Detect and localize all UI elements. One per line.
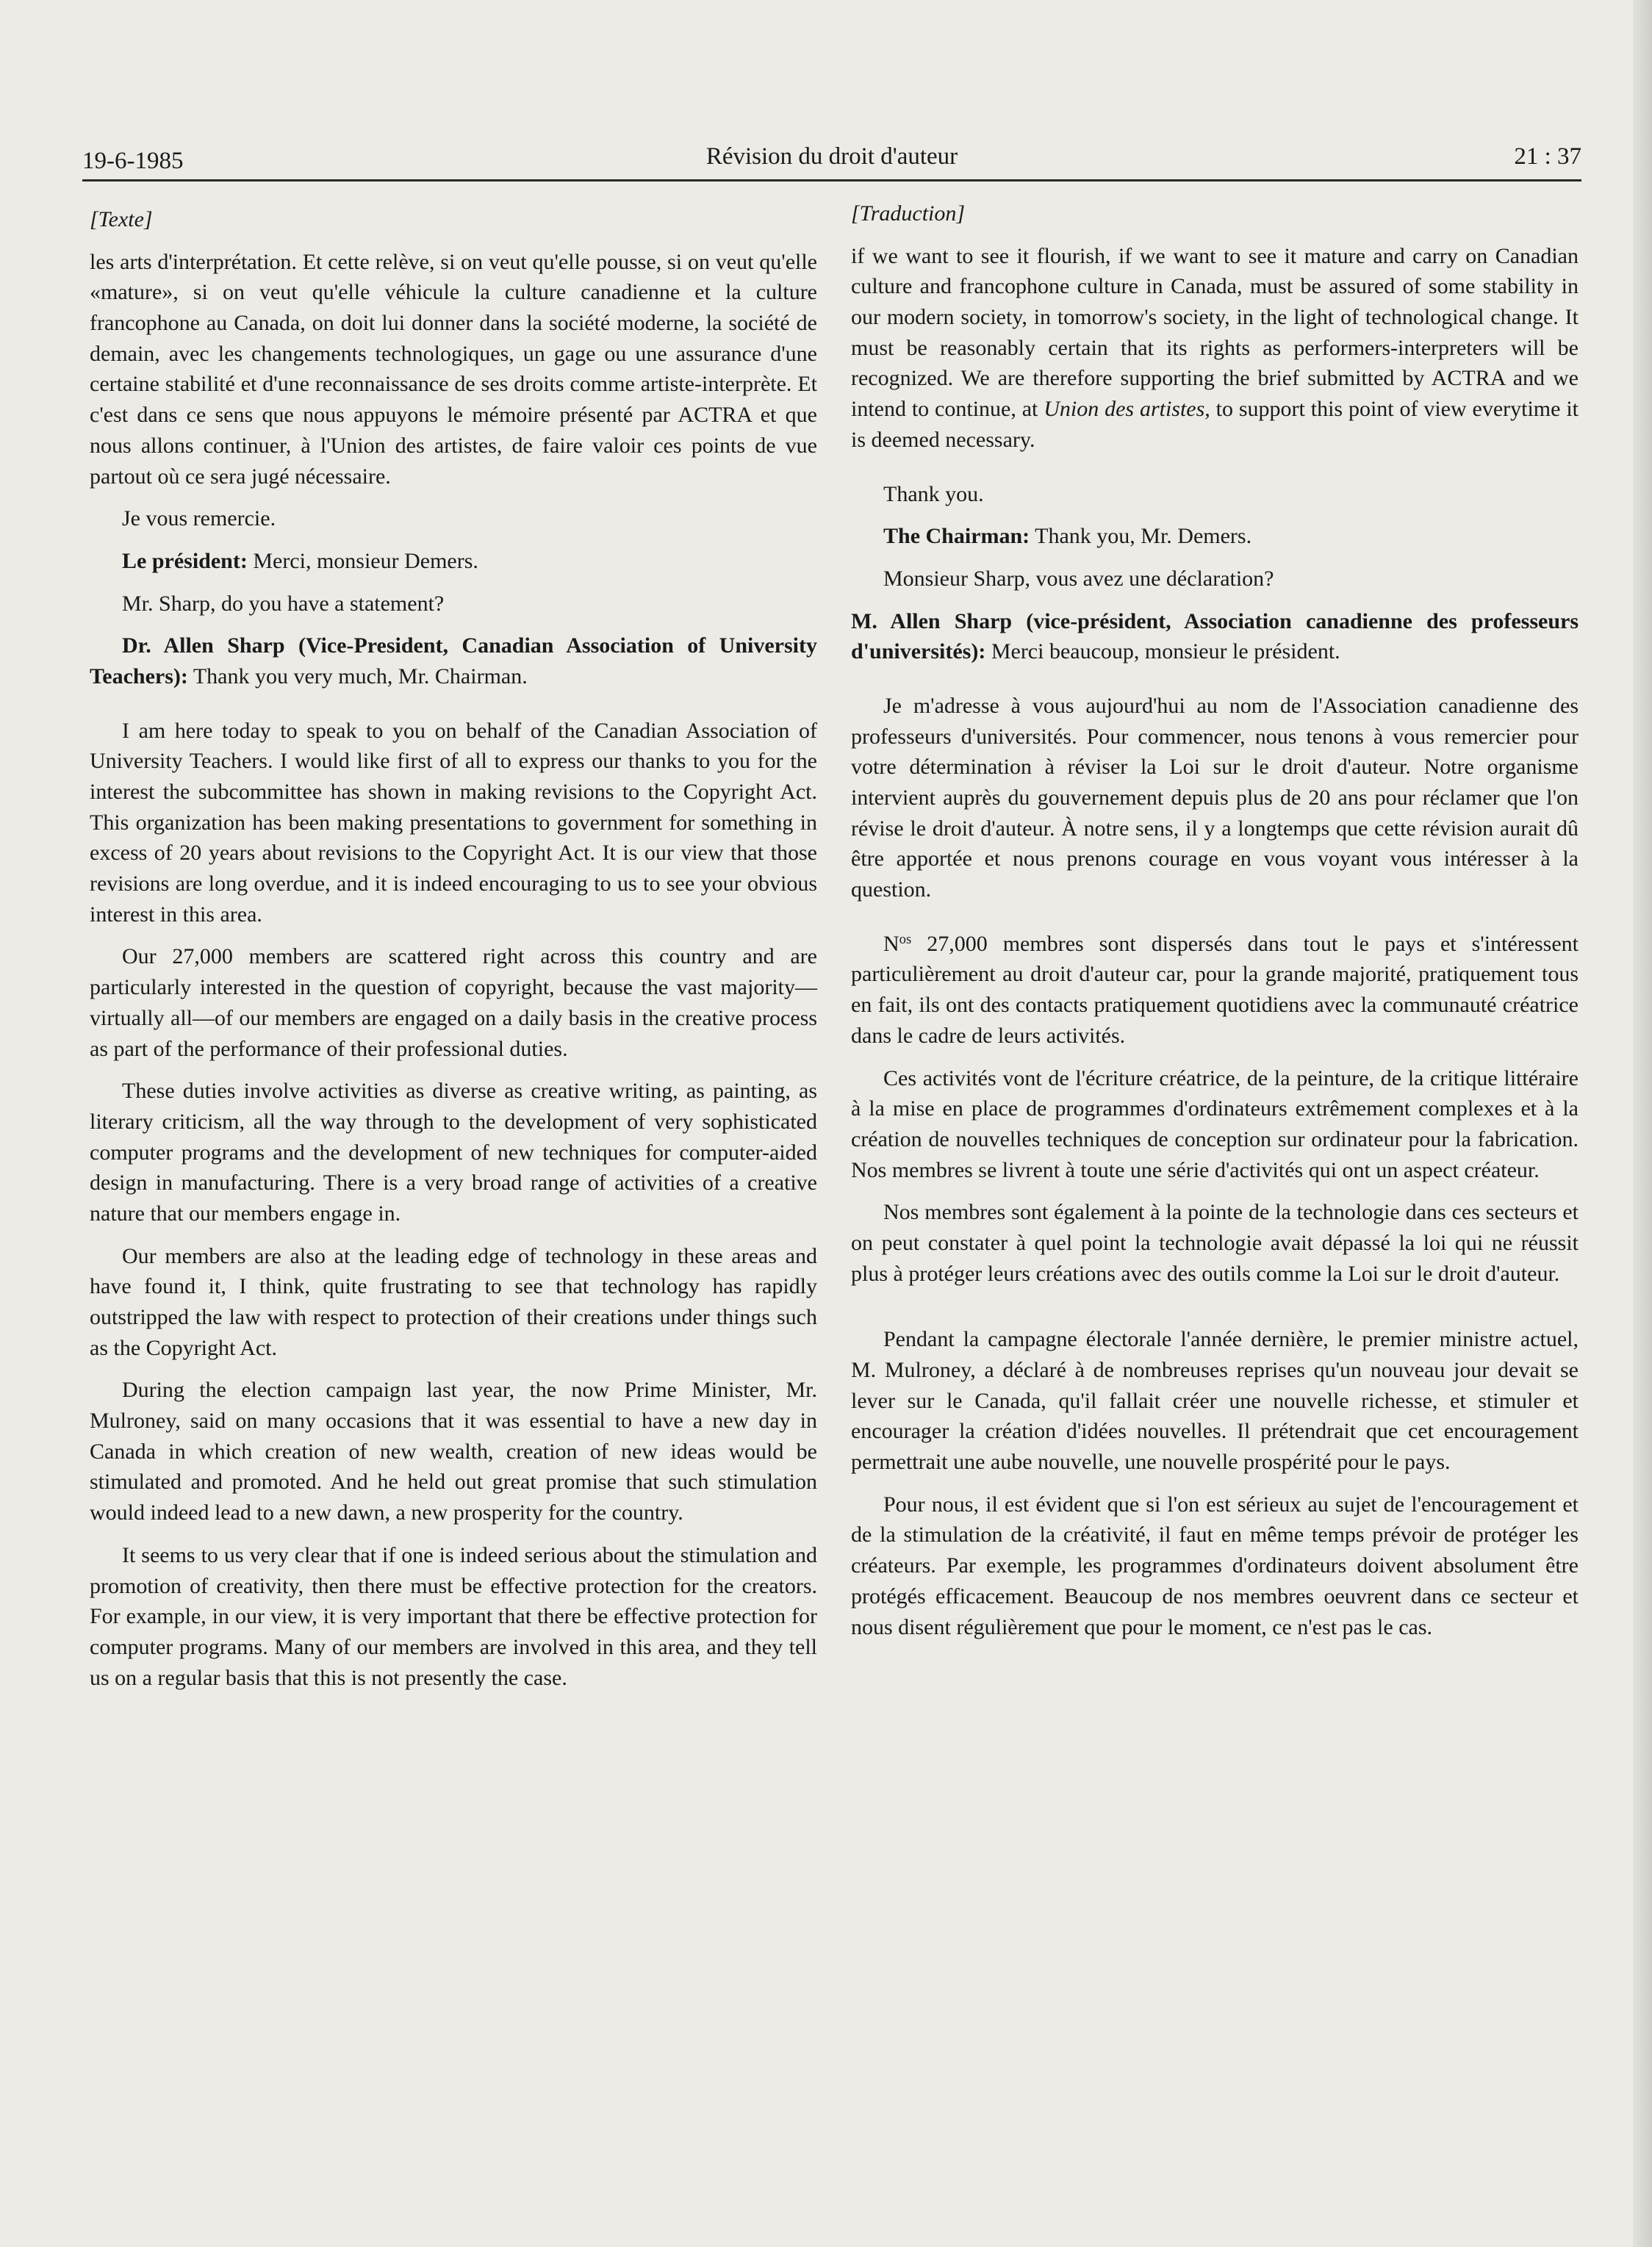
paragraph: Thank you.	[883, 481, 984, 506]
paragraph	[851, 929, 1579, 1051]
right-column	[851, 198, 1579, 1654]
paragraph: Je m'adresse à vous aujourd'hui au nom de l'Association canadienne des professeurs d'universités. Pour commencer, nous tenons à vous remercier pour votre détermination à réviser la Loi sur le droit d'auteur. Notre organisme intervient auprès du gouvernement depuis plus de 20 ans pour réclamer que l'on révise le droit d'auteur. À notre sens, il y a longtemps que cette révision aurait dû être apportée et nous prenons courage en vous voyant vous intéresser à la question.	[851, 693, 1579, 902]
paragraph: These duties involve activities as diverse as creative writing, as painting, as literary criticism, all the way through to the development of very sophisticated computer programs and the development of new techniques for computer-aided design in manufacturing. There is a very broad range of activities of a creative nature that our members engage in.	[90, 1079, 817, 1226]
superscript-text: os	[899, 931, 912, 947]
italic-text: Union des artistes,	[1044, 397, 1210, 422]
paragraph: Ces activités vont de l'écriture créatrice, de la peinture, de la critique littéraire à la mise en place de programmes d'ordinateurs extrêmement complexes et à la création de nouvelles techniques de conception sur ordinateur pour la fabrication. Nos membres se livrent à toute une série d'activités qui ont un aspect créateur.	[851, 1065, 1579, 1182]
paragraph	[851, 241, 1579, 456]
paragraph: I am here today to speak to you on behalf of the Canadian Association of University Teachers. I would like first of all to express our thanks to you for the interest the subcommittee has shown in making revisions to the Copyright Act. This organization has been making presentations to government for something in excess of 20 years about revisions to the Copyright Act. It is our view that those revisions are long overdue, and it is indeed encouraging to us to see your obvious interest in this area.	[90, 718, 817, 927]
header-title: Révision du droit d'auteur	[705, 143, 958, 170]
language-tag: [Traduction]	[851, 201, 966, 226]
paragraph: Mr. Sharp, do you have a statement?	[122, 591, 445, 616]
speaker-text: Merci, monsieur Demers.	[247, 548, 478, 573]
page-edge	[1633, 0, 1652, 2247]
paragraph	[90, 630, 817, 691]
page-header	[82, 126, 1581, 181]
paragraph: During the election campaign last year, the now Prime Minister, Mr. Mulroney, said on many occasions that it was essential to have a new day in Canada in which creation of new wealth, creation of new ideas would be stimulated and promoted. And he held out great promise that such stimulation would indeed lead to a new dawn, a new prosperity for the country.	[90, 1378, 817, 1525]
paragraph: Our members are also at the leading edge of technology in these areas and have found it, I think, quite frustrating to see that technology has rapidly outstripped the law with respect to protection of their creations under things such as the Copyright Act.	[90, 1243, 817, 1360]
header-page-number: 21 : 37	[1514, 143, 1581, 170]
paragraph: Our 27,000 members are scattered right across this country and are particularly interested in the question of copyright, because the vast majority—virtually all—of our members are engaged on a daily basis in the creative process as part of the performance of their professional duties.	[90, 944, 817, 1061]
paragraph: Je vous remercie.	[122, 506, 276, 531]
speaker-name: Le président:	[122, 548, 248, 573]
speaker-name: The Chairman:	[883, 524, 1030, 549]
speaker-name: Dr. Allen Sharp (Vice-President, Canadian Association of University Teachers):	[90, 633, 817, 689]
speaker-text: Thank you, Mr. Demers.	[1030, 524, 1252, 549]
paragraph: It seems to us very clear that if one is indeed serious about the stimulation and promotion of creativity, then there must be effective protection for the creators. For example, in our view, it is very important that there be effective protection for computer programs. Many of our members are involved in this area, and they tell us on a regular basis that this is not presently the case.	[90, 1542, 817, 1690]
paragraph-text: to support this point of view everytime it is deemed necessary.	[851, 397, 1579, 452]
paragraph-text: N	[883, 931, 899, 956]
header-date: 19-6-1985	[82, 148, 184, 174]
paragraph	[851, 521, 1579, 552]
speaker-text: Merci beaucoup, monsieur le président.	[985, 639, 1340, 664]
speaker-text: Thank you very much, Mr. Chairman.	[187, 664, 528, 689]
left-column	[90, 204, 817, 1705]
paragraph: les arts d'interprétation. Et cette relève, si on veut qu'elle pousse, si on veut qu'elle «mature», si on veut qu'elle véhicule la culture canadienne et la culture francophone au Canada, on doit lui donner dans la société moderne, la société de demain, avec les changements technologiques, un gage ou une assurance d'une certaine stabilité et d'une reconnaissance de ses droits comme artiste-interprète. Et c'est dans ce sens que nous appuyons le mémoire présenté par ACTRA et que nous allons continuer, à l'Union des artistes, de faire valoir ces points de vue partout où ce sera jugé nécessaire.	[90, 249, 817, 489]
paragraph-text: 27,000 membres sont dispersés dans tout le pays et s'intéressent particulièrement au droit d'auteur car, pour la grande majorité, pratiquement tous en fait, ils ont des contacts pratiquement quotidiens avec la communauté créatrice dans le cadre de leurs activités.	[851, 931, 1579, 1048]
paragraph	[90, 546, 817, 577]
paragraph: Nos membres sont également à la pointe de la technologie dans ces secteurs et on peut constater à quel point la technologie avait dépassé la loi qui ne réussit plus à protéger leurs créations avec des outils comme la Loi sur le droit d'auteur.	[851, 1200, 1579, 1286]
paragraph: Pour nous, il est évident que si l'on est sérieux au sujet de l'encouragement et de la stimulation de la créativité, il faut en même temps prévoir de protéger les créateurs. Par exemple, les programmes d'ordinateurs doivent absolument être protégés efficacement. Beaucoup de nos membres oeuvrent dans ce secteur et nous disent régulièrement que pour le moment, ce n'est pas le cas.	[851, 1492, 1579, 1639]
paragraph-text: if we want to see it flourish, if we want to see it mature and carry on Canadian culture and francophone culture in Canada, must be assured of some stability in our modern society, in tomorrow's society, in the light of technological change. It must be reasonably certain that its rights as performers-interpreters will be recognized. We are therefore supporting the brief submitted by ACTRA and we intend to continue, at	[851, 243, 1579, 422]
paragraph	[851, 606, 1579, 667]
speaker-name: M. Allen Sharp (vice-président, Association canadienne des professeurs d'universités):	[851, 608, 1579, 664]
paragraph: Monsieur Sharp, vous avez une déclaration?	[883, 566, 1274, 591]
language-tag: [Texte]	[90, 207, 153, 231]
paragraph: Pendant la campagne électorale l'année dernière, le premier ministre actuel, M. Mulroney, a déclaré à de nombreuses reprises qu'un nouveau jour devait se lever sur le Canada, qu'il fallait créer une nouvelle richesse, et stimuler et encourager la création d'idées nouvelles. Il prétendrait que cet encouragement permettrait une aube nouvelle, une nouvelle prospérité pour le pays.	[851, 1327, 1579, 1475]
